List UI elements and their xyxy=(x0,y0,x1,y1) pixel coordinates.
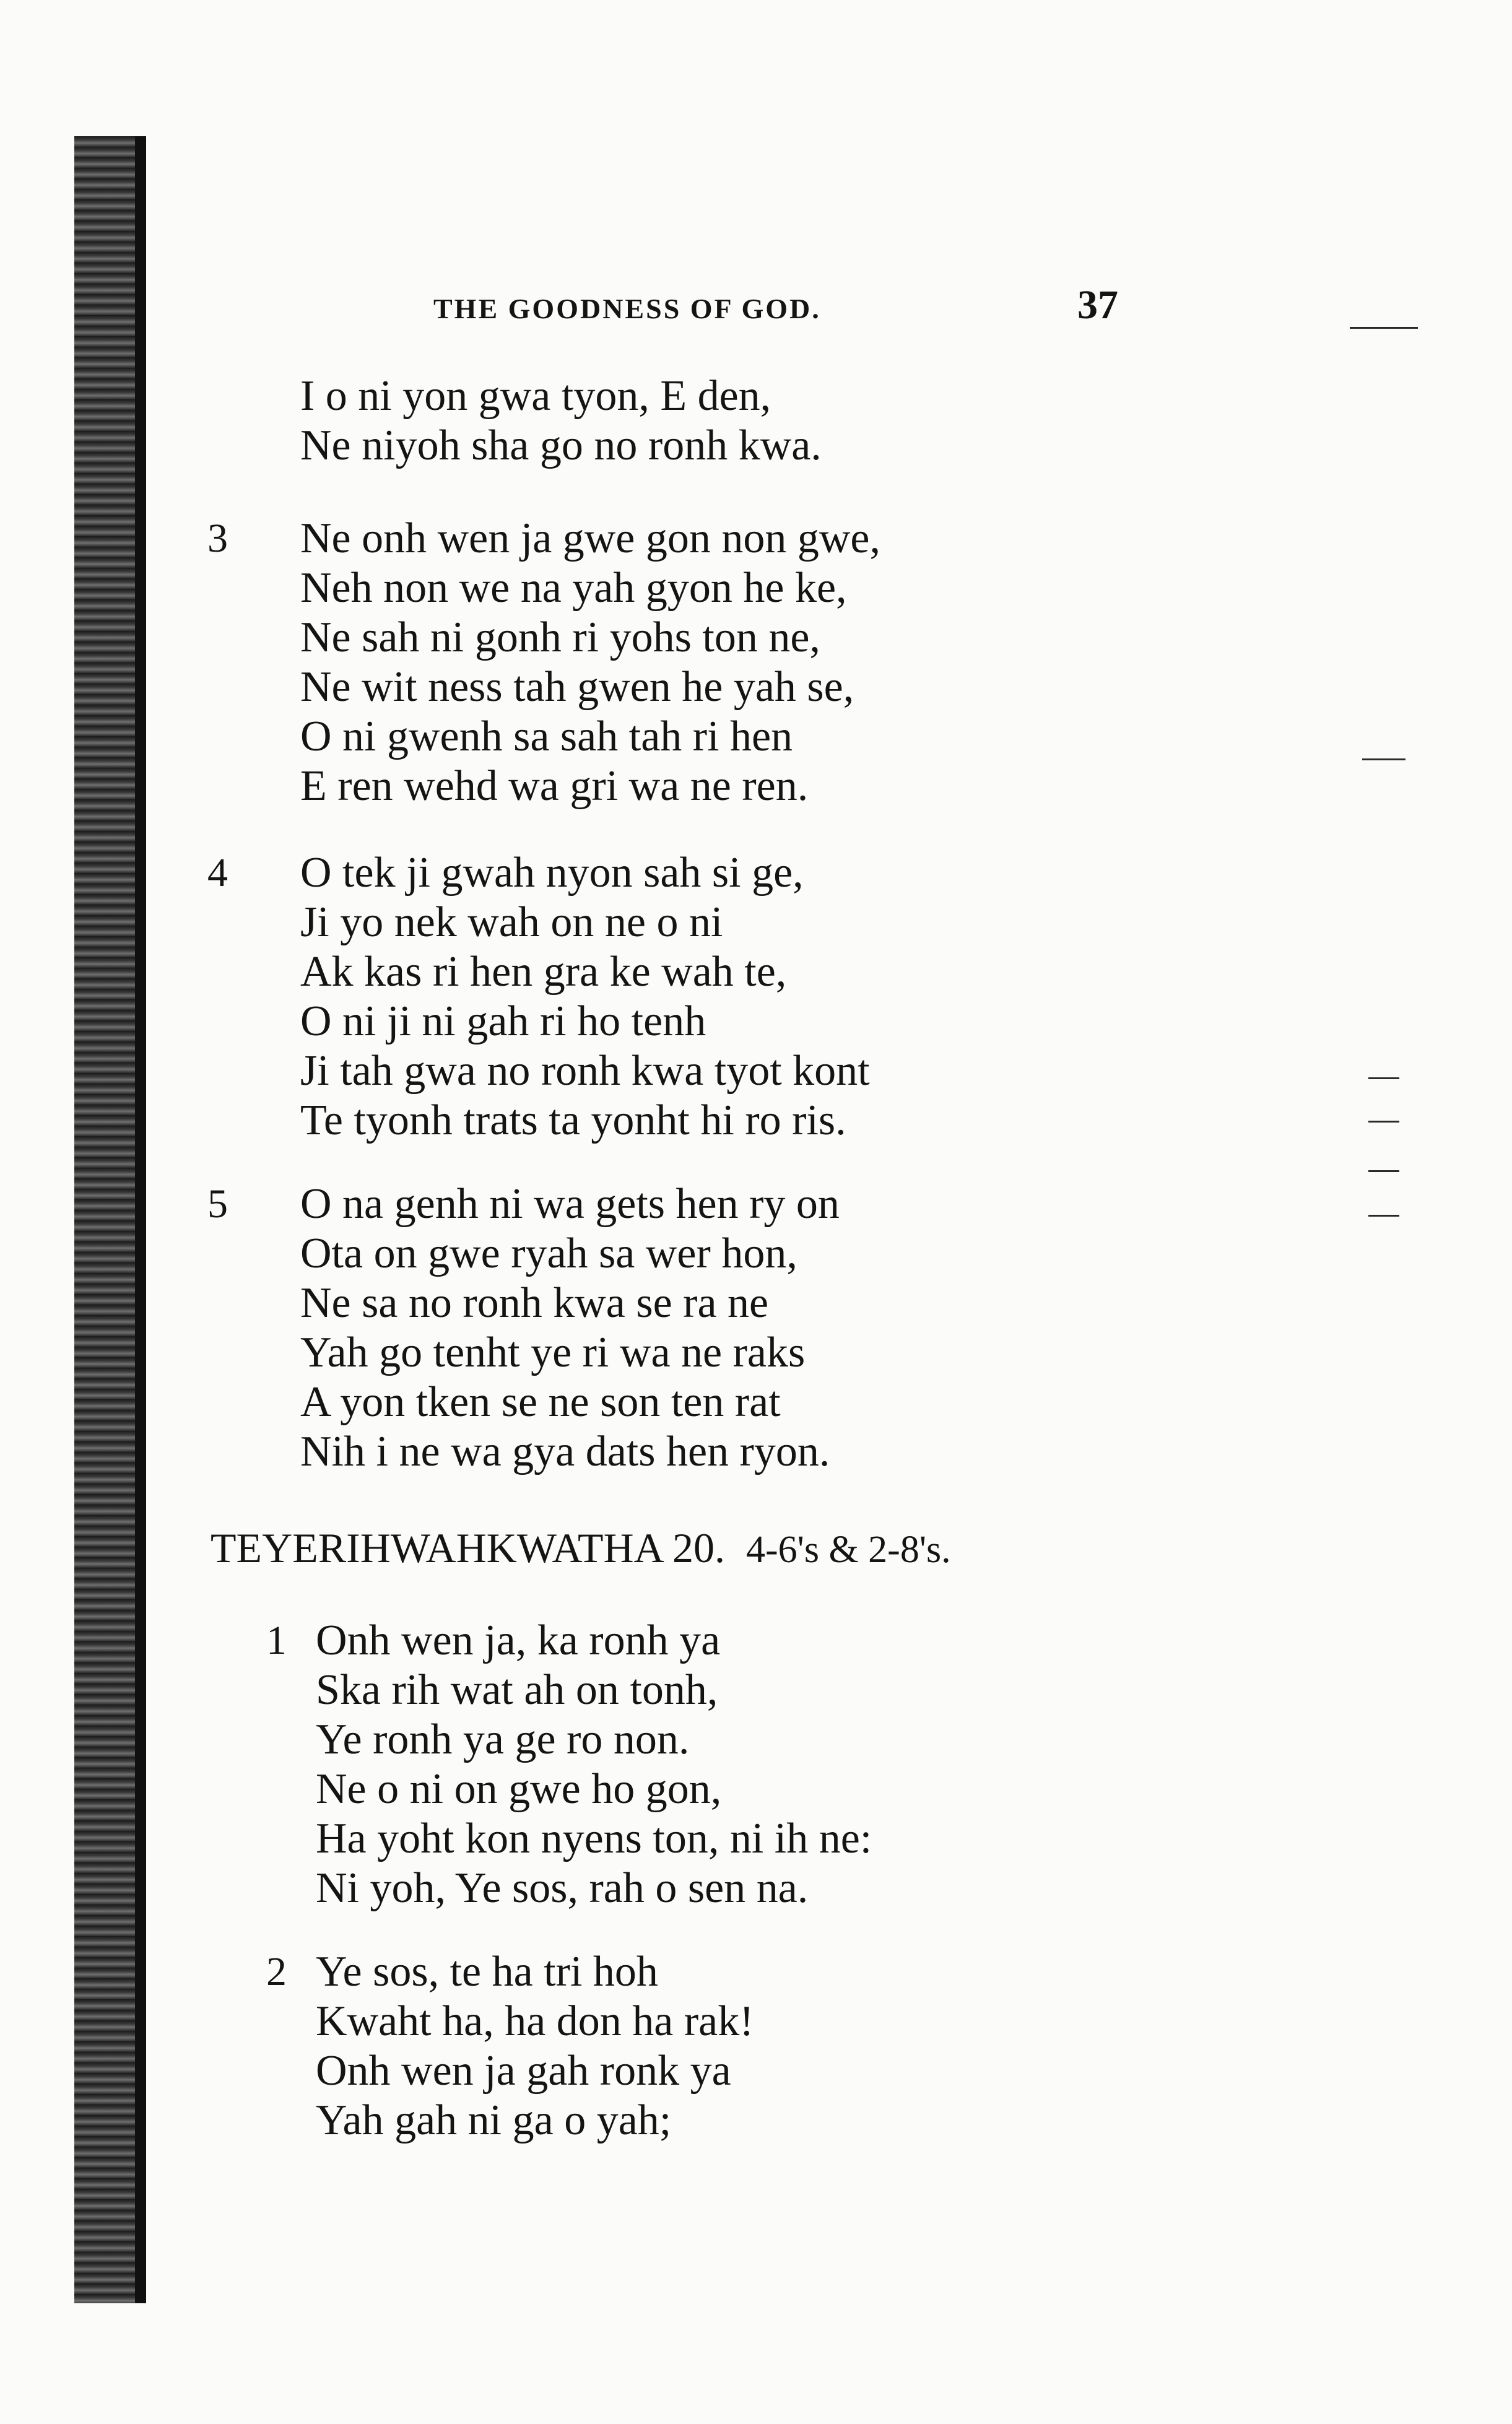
verse-line: Ne onh wen ja gwe gon non gwe, xyxy=(300,515,881,562)
margin-mark xyxy=(1362,758,1406,760)
verse-line: Nih i ne wa gya dats hen ryon. xyxy=(300,1428,830,1475)
stanza-number: 1 xyxy=(266,1618,287,1663)
verse-line: Onh wen ja gah ronk ya xyxy=(316,2047,731,2095)
page-number: 37 xyxy=(1077,282,1118,328)
verse-line: Ne o ni on gwe ho gon, xyxy=(316,1765,722,1813)
verse-line: Ji tah gwa no ronh kwa tyot kont xyxy=(300,1047,870,1095)
verse-line: Ota on gwe ryah sa wer hon, xyxy=(300,1230,797,1277)
stanza-number: 4 xyxy=(207,850,228,895)
verse-line: Kwaht ha, ha don ha rak! xyxy=(316,1997,754,2045)
verse-line: Neh non we na yah gyon he ke, xyxy=(300,564,847,612)
stanza-number: 2 xyxy=(266,1949,287,1994)
verse-line: I o ni yon gwa tyon, E den, xyxy=(300,372,771,420)
verse-line: Ne niyoh sha go no ronh kwa. xyxy=(300,422,822,469)
verse-line: A yon tken se ne son ten rat xyxy=(300,1378,781,1426)
verse-line: E ren wehd wa gri wa ne ren. xyxy=(300,762,809,810)
verse-line: Ska rih wat ah on tonh, xyxy=(316,1666,718,1714)
verse-line: Ye sos, te ha tri hoh xyxy=(316,1948,658,1996)
verse-line: O ni gwenh sa sah tah ri hen xyxy=(300,713,793,760)
verse-line: Ne wit ness tah gwen he yah se, xyxy=(300,663,854,711)
verse-line: Ji yo nek wah on ne o ni xyxy=(300,898,723,946)
stanza-number: 3 xyxy=(207,516,228,561)
verse-line: O ni ji ni gah ri ho tenh xyxy=(300,997,706,1045)
verse-line: Te tyonh trats ta yonht hi ro ris. xyxy=(300,1097,846,1144)
margin-mark xyxy=(1368,1077,1399,1079)
verse-line: Ne sa no ronh kwa se ra ne xyxy=(300,1279,769,1327)
verse-line: Yah gah ni ga o yah; xyxy=(316,2096,672,2144)
running-head: THE GOODNESS OF GOD. xyxy=(433,293,821,324)
stanza-number: 5 xyxy=(207,1181,228,1227)
margin-mark xyxy=(1368,1170,1399,1172)
margin-mark xyxy=(1368,1121,1399,1123)
verse-line: Ak kas ri hen gra ke wah te, xyxy=(300,948,787,996)
verse-line: Ye ronh ya ge ro non. xyxy=(316,1716,690,1763)
hymn-meter: 4-6's & 2-8's. xyxy=(746,1529,951,1571)
verse-line: Ha yoht kon nyens ton, ni ih ne: xyxy=(316,1815,872,1862)
margin-mark xyxy=(1350,327,1418,329)
verse-line: O na genh ni wa gets hen ry on xyxy=(300,1180,840,1228)
margin-mark xyxy=(1368,1215,1399,1217)
verse-line: Onh wen ja, ka ronh ya xyxy=(316,1617,721,1664)
hymn-heading xyxy=(211,1526,951,1571)
verse-line: Ni yoh, Ye sos, rah o sen na. xyxy=(316,1864,809,1912)
hymn-title: TEYERIHWAHKWATHA 20. xyxy=(211,1524,726,1571)
verse-line: Ne sah ni gonh ri yohs ton ne, xyxy=(300,614,820,661)
book-binding-edge xyxy=(74,136,142,2303)
verse-line: Yah go tenht ye ri wa ne raks xyxy=(300,1329,806,1376)
verse-line: O tek ji gwah nyon sah si ge, xyxy=(300,849,804,897)
